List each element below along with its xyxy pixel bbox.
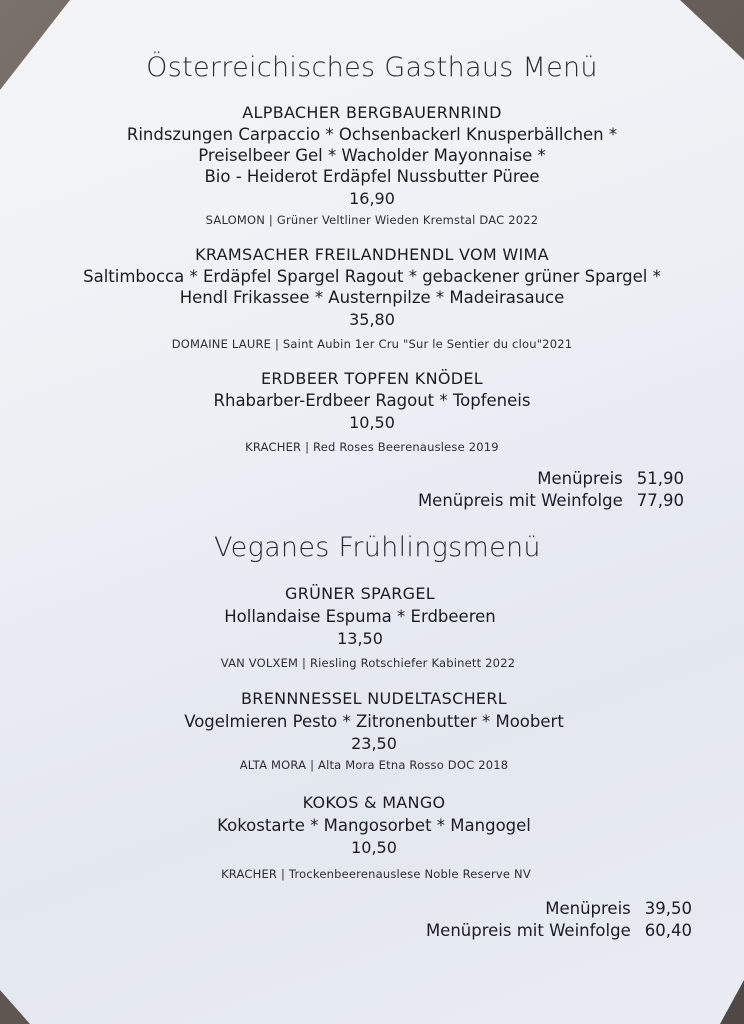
section-title-austrian: Österreichisches Gasthaus Menü <box>146 52 598 83</box>
vegan-menu-price-label: Menüpreis <box>545 899 631 918</box>
wine-pairing-value: 77,90 <box>636 491 684 510</box>
wine-pairing-row-2 <box>426 920 692 942</box>
course-1-line-1: Rindszungen Carpaccio * Ochsenbackerl Knusperbällchen * <box>126 125 618 144</box>
vegan-course-3-name: KOKOS & MANGO <box>302 793 446 812</box>
vegan-course-1-name: GRÜNER SPARGEL <box>285 584 435 603</box>
vegan-course-2-wine: ALTA MORA | Alta Mora Etna Rosso DOC 2018 <box>239 758 509 772</box>
course-2-name: KRAMSACHER FREILANDHENDL VOM WIMA <box>195 245 549 264</box>
menu-price-row-2 <box>545 898 692 920</box>
course-2-line-2: Hendl Frikassee * Austernpilze * Madeirasauce <box>179 288 565 307</box>
course-2-wine: DOMAINE LAURE | Saint Aubin 1er Cru "Sur le Sentier du clou"2021 <box>171 337 573 351</box>
section-title-vegan: Veganes Frühlingsmenü <box>214 532 541 563</box>
course-1-line-3: Bio - Heiderot Erdäpfel Nussbutter Püree <box>204 167 540 186</box>
course-1-wine: SALOMON | Grüner Veltliner Wieden Kremstal DAC 2022 <box>205 213 539 227</box>
vegan-course-3-wine: KRACHER | Trockenbeerenauslese Noble Reserve NV <box>221 867 531 881</box>
vegan-course-3-price: 10,50 <box>351 838 397 857</box>
course-3-name: ERDBEER TOPFEN KNÖDEL <box>260 369 484 388</box>
vegan-course-2-price: 23,50 <box>351 734 397 753</box>
course-2-price: 35,80 <box>349 310 395 329</box>
vegan-course-3-line-1: Kokostarte * Mangosorbet * Mangogel <box>217 816 531 835</box>
vegan-course-2-line-1: Vogelmieren Pesto * Zitronenbutter * Moobert <box>184 712 564 731</box>
course-3-line-1: Rhabarber-Erdbeer Ragout * Topfeneis <box>213 391 531 410</box>
course-1-name: ALPBACHER BERGBAUERNRIND <box>242 103 502 122</box>
menu-price-row-1 <box>537 468 684 490</box>
vegan-course-2-name: BRENNNESSEL NUDELTASCHERL <box>241 689 507 708</box>
course-2 <box>0 244 744 332</box>
vegan-course-1-wine: VAN VOLXEM | Riesling Rotschiefer Kabinett 2022 <box>220 656 516 670</box>
menu-price-value: 51,90 <box>636 469 684 488</box>
course-3 <box>0 368 744 435</box>
vegan-wine-pairing-label: Menüpreis mit Weinfolge <box>425 921 631 940</box>
vegan-course-1-price: 13,50 <box>337 629 383 648</box>
wine-pairing-label: Menüpreis mit Weinfolge <box>417 491 623 510</box>
menu-price-label: Menüpreis <box>537 469 623 488</box>
course-2-line-1: Saltimbocca * Erdäpfel Spargel Ragout * gebackener grüner Spargel * <box>83 267 661 286</box>
vegan-course-1 <box>0 583 732 651</box>
vegan-course-3 <box>2 792 744 860</box>
vegan-course-1-line-1: Hollandaise Espuma * Erdbeeren <box>224 607 496 626</box>
vegan-wine-pairing-value: 60,40 <box>644 921 692 940</box>
course-3-price: 10,50 <box>349 413 395 432</box>
course-3-wine: KRACHER | Red Roses Beerenauslese 2019 <box>245 440 499 454</box>
vegan-menu-price-value: 39,50 <box>644 899 692 918</box>
vegan-course-2 <box>2 688 744 756</box>
course-1-line-2: Preiselbeer Gel * Wacholder Mayonnaise * <box>198 146 546 165</box>
course-1-price: 16,90 <box>349 189 395 208</box>
course-1 <box>0 102 744 211</box>
wine-pairing-row-1 <box>418 490 684 512</box>
